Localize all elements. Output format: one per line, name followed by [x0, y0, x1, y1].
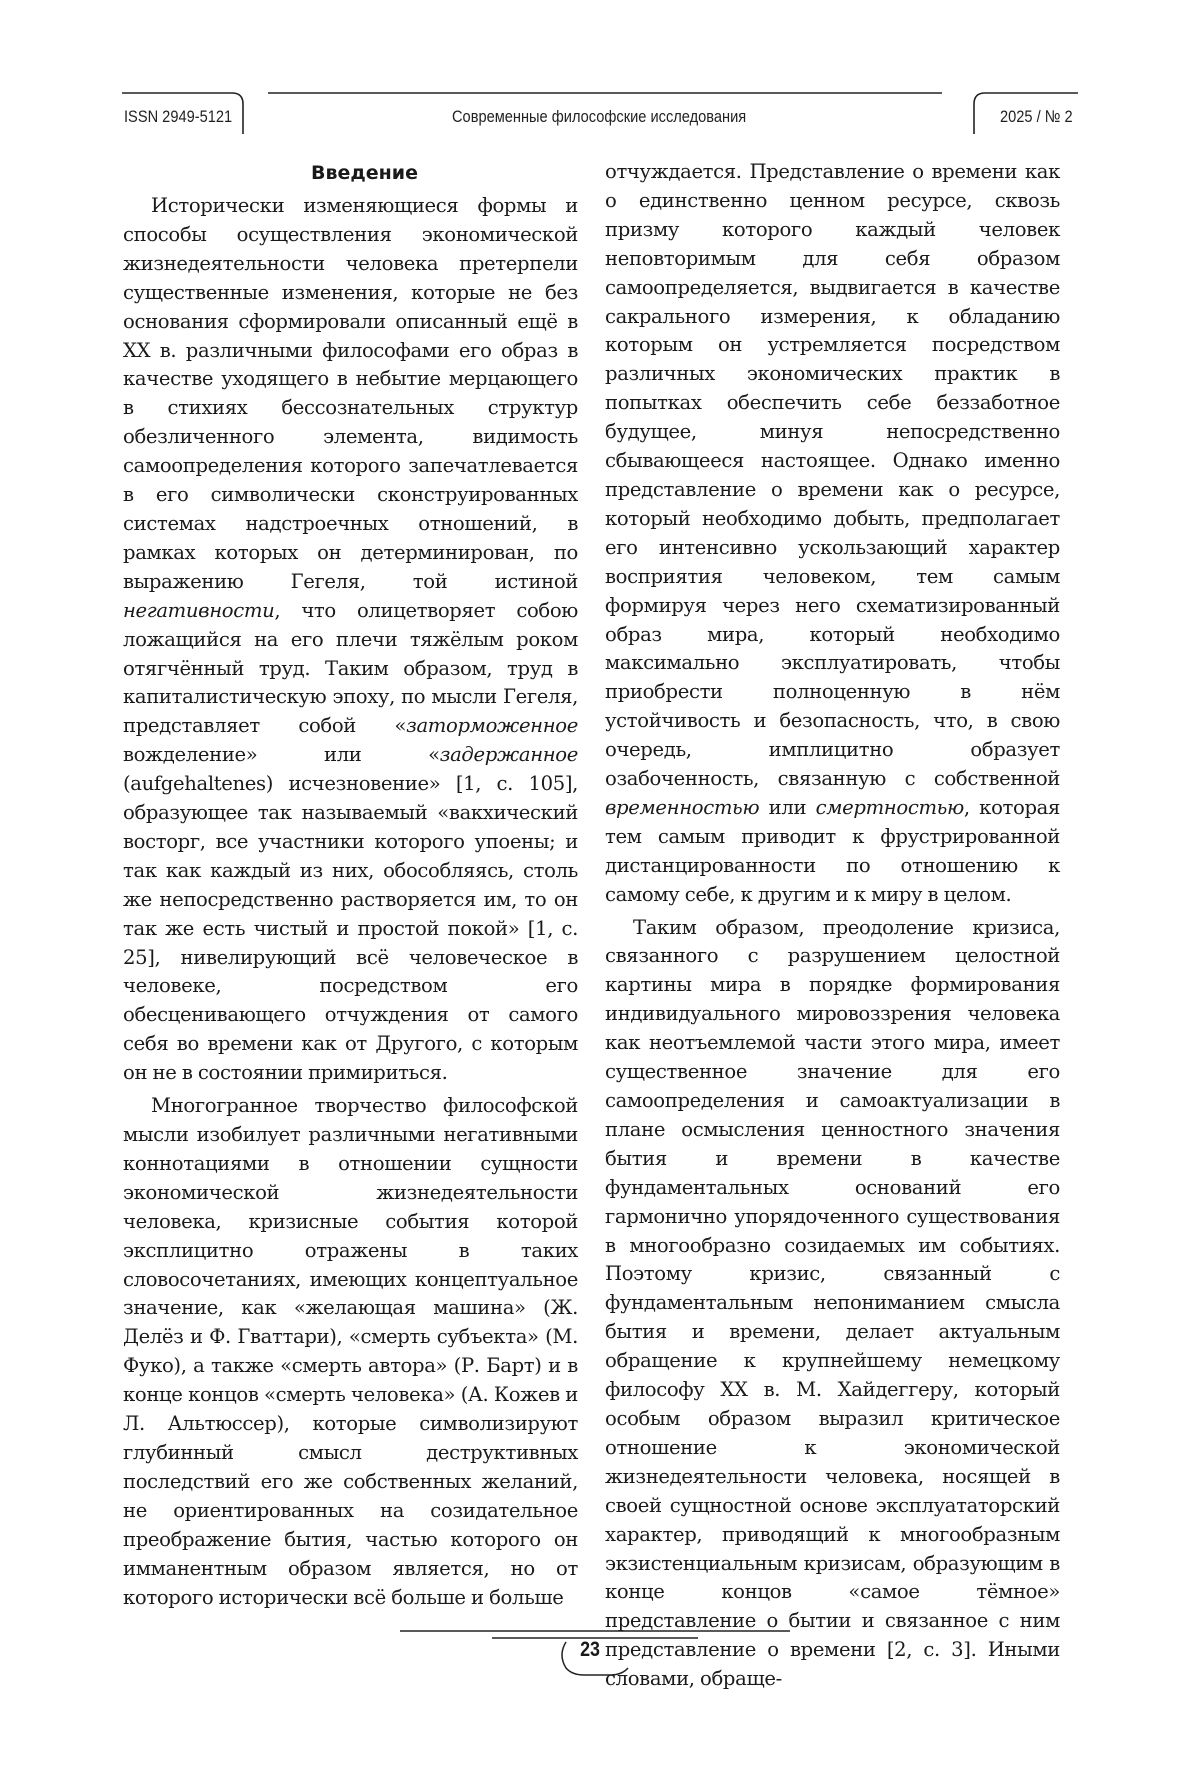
header-frame [0, 0, 1200, 150]
page-number: 23 [580, 1638, 600, 1661]
paragraph: Таким образом, преодоление кризиса, связанного с разрушением целостной картины мира в порядке формирования индивидуального мировоззрения человека как неотъемлемой части этого мира, имеет существенное значение для его самоопределения и самоактуализации в плане осмысления ценностного значения бытия и времени в качестве фундаментальных оснований его гармонично упорядоченного существования в многообразно созидаемых им событиях. Поэтому кризис, связанный с фундаментальным непониманием смысла бытия и времени, делает актуальным обращение к крупнейшему немецкому философу XX в. М. Хайдеггеру, который особым образом выразил критическое отношение к экономической жизнедеятельности человека, носящей в своей сущностной основе эксплуататорский характер, приводящий к многообразным экзистенциальным кризисам, образующим в конце концов «самое тёмное» представление о бытии и связанное с ним представление о времени [2, с. 3]. Иными словами, обраще- [605, 915, 1060, 1691]
paragraph: Исторически изменяющиеся формы и способы осуществления экономической жизнедеятельности человека претерпели существенные изменения, которые не без основания сформировали описанный ещё в XX в. различными философами его образ в качестве уходящего в небытие мерцающего в стихиях бессознательных структур обезличенного элемента, видимость самоопределения которого запечатлевается в его символически сконструированных системах надстроечных отношений, в рамках которых он детерминирован, по выражению Гегеля, той истиной негативности, что олицетворяет собою ложащийся на его плечи тяжёлым роком отягчённый труд. Таким образом, труд в капиталистическую эпоху, по мысли Гегеля, представляет собой «заторможенное вожделение» или «задержанное (aufgehaltenes) исчезновение» [1, с. 105], образующее так называемый «вакхический восторг, все участники которого упоены; и так как каждый из них, обособляясь, столь же непосредственно растворяется им, то он так же есть чистый и простой покой» [1, с. 25], нивелирующий всё человеческое в человеке, посредством его обесценивающего отчуждения от самого себя во времени как от Другого, с которым он не в состоянии примириться. [123, 194, 578, 1085]
journal-title: Современные философские исследования [452, 107, 747, 126]
issn-label: ISSN 2949-5121 [124, 107, 233, 126]
paragraph: отчуждается. Представление о времени как о единственно ценном ресурсе, сквозь призму которого каждый человек неповторимым для себя образом самоопределяется, выдвигается в качестве сакрального измерения, к обладанию которым он устремляется посредством различных экономических практик в попытках обеспечить себе беззаботное будущее, минуя непосредственно сбывающееся настоящее. Однако именно представление о времени как о ресурсе, который необходимо добыть, предполагает его интенсивно ускользающий характер восприятия человеком, тем самым формируя через него схематизированный образ мира, который необходимо максимально эксплуатировать, чтобы приобрести полноценную в нём устойчивость и безопасность, что, в свою очередь, имплицитно образует озабоченность, связанную с собственной временностью или смертностью, которая тем самым приводит к фрустрированной дистанцированности по отношению к самому себе, к другим и к миру в целом. [605, 160, 1060, 906]
issue-label: 2025 / № 2 [1000, 107, 1073, 126]
section-heading: Введение [311, 162, 418, 184]
paragraph: Многогранное творчество философской мысли изобилует различными негативными коннотациями в отношении сущности экономической жизнедеятельности человека, кризисные события которой эксплицитно отражены в таких словосочетаниях, имеющих концептуальное значение, как «желающая машина» (Ж. Делёз и Ф. Гваттари), «смерть субъекта» (М. Фуко), а также «смерть автора» (Р. Барт) и в конце концов «смерть человека» (А. Кожев и Л. Альтюссер), которые символизируют глубинный смысл деструктивных последствий его же собственных желаний, не ориентированных на созидательное преображение бытия, частью которого он имманентным образом является, но от которого исторически всё больше и больше [123, 1094, 578, 1609]
left-column [123, 158, 578, 1612]
right-column [605, 158, 1060, 1694]
running-header [0, 0, 1200, 150]
